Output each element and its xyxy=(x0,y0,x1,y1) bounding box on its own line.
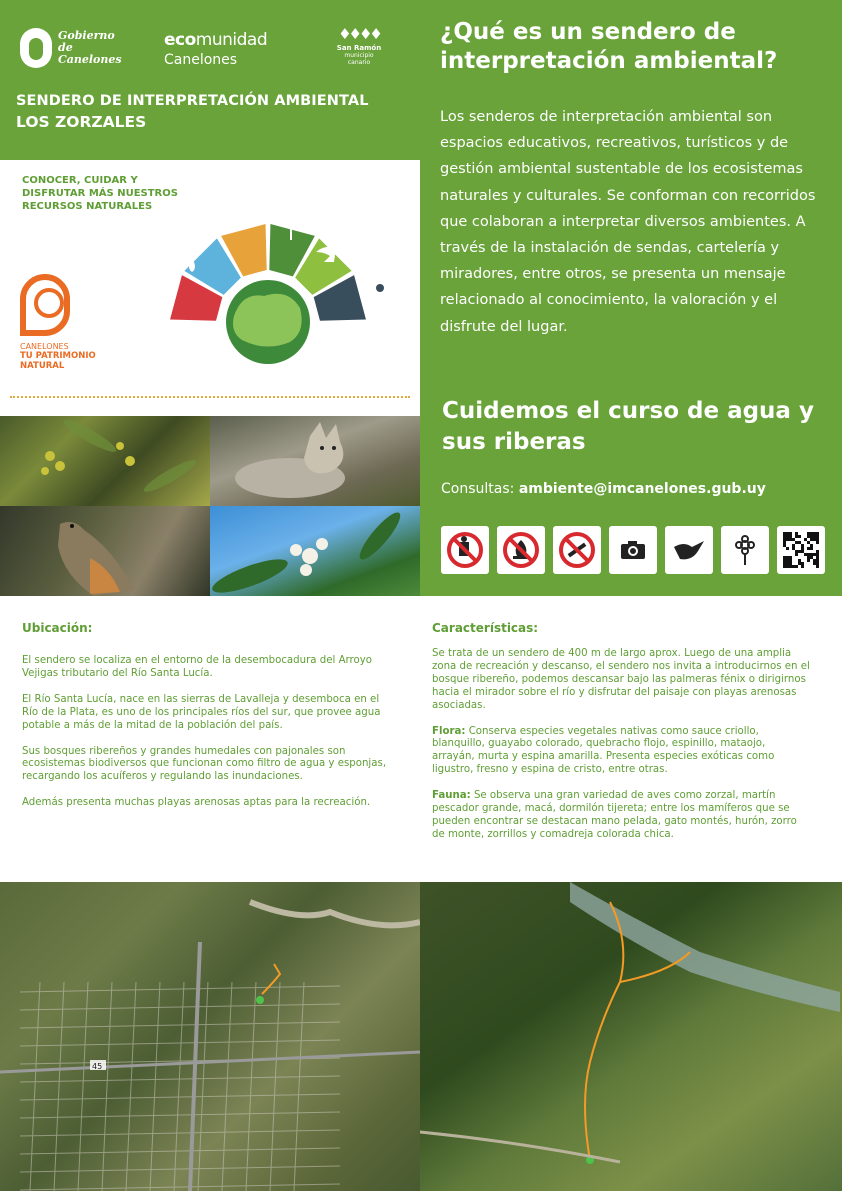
ubicacion-text xyxy=(22,655,392,823)
ubicacion-p3: Sus bosques ribereños y grandes humedales con pajonales son ecosistemas biodiversos que funcionan como filtro de agua y esponjas, recargando los acuíferos y regulando las inundaciones. xyxy=(22,745,387,783)
sanramon-canario: canario xyxy=(347,59,371,66)
consultas-email[interactable]: ambiente@imcanelones.gub.uy xyxy=(518,481,766,497)
qr-code-icon[interactable] xyxy=(777,526,825,574)
flora-text: Conserva especies vegetales nativas como sauce criollo, blanquillo, guayabo colorado, quebracho flojo, espinillo, mataojo, arrayán, murta y espina amarilla. Presenta especies exóticas como ligustro, fresno y espina de cristo, entre otras. xyxy=(432,725,775,776)
gobierno-logo xyxy=(20,28,128,68)
cp-line2: TU PATRIMONIO xyxy=(20,351,96,361)
photo-white-flowers xyxy=(210,506,420,596)
fauna-text: Se observa una gran variedad de aves como zorzal, martín pescador grande, macá, dormilón tijereta; entre los mamíferos que se pueden encontrar se destacan mano pelada, gato montés, hurón, zorro de monte, zorrillos y comadreja colorada chica. xyxy=(432,790,797,840)
water-drops-icon xyxy=(177,250,195,272)
photo-fox xyxy=(210,416,420,506)
conocer-text: CONOCER, CUIDAR Y DISFRUTAR MÁS NUESTROS RECURSOS NATURALES xyxy=(22,175,178,212)
question-body: Los senderos de interpretación ambiental son espacios educativos, recreativos, turísticos y de gestión ambiental sustentable de los ecosistemas naturales y culturales. Se conforman con recorridos que colaboran a interpretar diversos ambientes. A través de la instalación de sendas, cartelería y miradores, entre otros, se presenta un mensaje relacionado al conocimiento, la valoración y el disfrute del lugar. xyxy=(440,109,816,335)
caracteristicas-heading: Características: xyxy=(432,621,539,635)
canelones-map-icon xyxy=(233,294,302,347)
ubicacion-p4: Además presenta muchas playas arenosas aptas para la recreación. xyxy=(22,797,371,809)
gobierno-logo-text: Gobierno de Canelones xyxy=(58,29,122,66)
fish-icon xyxy=(220,216,250,228)
canelones-patrimonio-logo xyxy=(20,274,96,371)
resources-wheel xyxy=(130,192,402,372)
sanramon-logo xyxy=(336,24,382,66)
header-left xyxy=(0,0,420,160)
trail-title-line2: LOS ZORZALES xyxy=(16,113,147,131)
resources-panel xyxy=(0,160,420,416)
consultas-label: Consultas: xyxy=(441,481,515,497)
start-pin-icon xyxy=(256,996,264,1004)
fauna-paragraph xyxy=(432,790,810,842)
fauna-label: Fauna: xyxy=(432,790,471,802)
camera-icon xyxy=(609,526,657,574)
people-icon xyxy=(148,301,170,326)
gobierno-emblem-icon xyxy=(20,28,52,68)
dotted-divider xyxy=(10,396,410,398)
flower-icon xyxy=(721,526,769,574)
caracteristicas-p1: Se trata de un sendero de 400 m de largo aprox. Luego de una amplia zona de recreación y descanso, el sendero nos invita a introducirnos en el bosque ribereño, podemos descansar bajo las palmeras fénix o dirigirnos hacia el mirador sobre el río y disfrutar del paisaje con playas arenosas asociadas. xyxy=(432,648,810,711)
question-title: ¿Qué es un sendero de interpretación ambiental? xyxy=(440,19,778,74)
trail-title-line1: SENDERO DE INTERPRETACIÓN AMBIENTAL xyxy=(16,93,369,109)
eco-sub-text: Canelones xyxy=(164,52,238,68)
location-pin-icon xyxy=(370,278,390,310)
river xyxy=(570,882,840,1012)
thrush-icon xyxy=(0,506,210,596)
rules-icon-row xyxy=(441,526,825,574)
photo-thrush-bird xyxy=(0,506,210,596)
eco-rest-text: munidad xyxy=(195,30,268,50)
road-number: 45 xyxy=(92,1062,103,1071)
consultas-line xyxy=(441,481,766,497)
no-littering-icon xyxy=(441,526,489,574)
satellite-map-trail xyxy=(420,882,842,1191)
no-fire-icon xyxy=(497,526,545,574)
trail-title xyxy=(16,93,369,131)
cp-line3: NATURAL xyxy=(20,361,65,371)
berries-icon xyxy=(0,416,210,506)
photo-plant-berries xyxy=(0,416,210,506)
flora-paragraph xyxy=(432,726,810,778)
eco-bold-text: eco xyxy=(164,30,196,50)
sanramon-municipio: municipio xyxy=(344,52,374,59)
cp-line1: CANELONES xyxy=(20,342,69,351)
flowers-icon xyxy=(210,506,420,596)
trail-route-line xyxy=(585,902,623,1160)
patrimonio-p-icon xyxy=(20,274,70,336)
route-line xyxy=(262,964,280,994)
fox-icon xyxy=(210,416,420,506)
satellite-map-town xyxy=(0,882,420,1191)
no-hunting-icon xyxy=(553,526,601,574)
town-map-drawing xyxy=(0,882,420,1191)
ubicacion-p2: El Río Santa Lucía, nace en las sierras de Lavalleja y desemboca en el Río de la Plata, es uno de los principales ríos del sur, que provee agua potable a más de la mitad de la población del país. xyxy=(22,693,381,731)
ubicacion-p1: El sendero se localiza en el entorno de la desembocadura del Arroyo Vejigas tributario del Río Santa Lucía. xyxy=(22,655,373,679)
drops-icon: ♦♦♦♦ xyxy=(338,25,380,43)
trail-map-drawing xyxy=(420,882,842,1191)
ubicacion-heading: Ubicación: xyxy=(22,621,93,635)
bird-icon xyxy=(665,526,713,574)
flora-label: Flora: xyxy=(432,725,466,737)
sanramon-name: San Ramón xyxy=(336,44,382,52)
cuidemos-title: Cuidemos el curso de agua y sus riberas xyxy=(442,398,814,455)
caracteristicas-text xyxy=(432,648,810,855)
ecomunidad-logo xyxy=(164,30,267,68)
